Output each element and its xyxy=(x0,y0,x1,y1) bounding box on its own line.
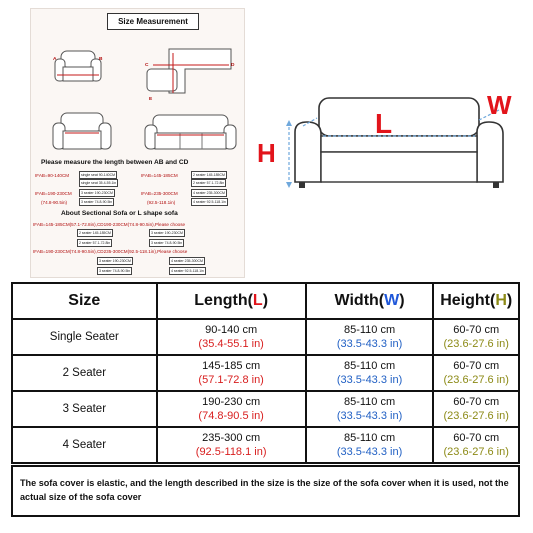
row-length: 190-230 cm (74.8-90.5 in) xyxy=(157,391,306,427)
armchair-icon xyxy=(53,47,103,87)
sectional-1-text: IFAB=145-185CM(57.1-72.8in),CD190-230CM(74.8-90.5in),Please choose xyxy=(33,222,186,227)
sectional-1-box-4: 3 seater 74.8-90.5in xyxy=(151,241,183,245)
size-table xyxy=(11,282,520,464)
measure-instruction: Please measure the length between AB and CD xyxy=(41,159,189,166)
row-width: 85-110 cm (33.5-43.3 in) xyxy=(306,391,434,427)
row-4-sub: (92.5-118.1in) xyxy=(147,200,176,205)
table-row xyxy=(12,355,519,391)
row-name: 3 Seater xyxy=(12,391,157,427)
header-size: Size xyxy=(12,283,157,319)
sectional-2-box-3: 3 seater 74.8-90.5in xyxy=(99,269,131,273)
sectional-title: About Sectional Sofa or L shape sofa xyxy=(61,210,178,217)
sectional-2-text: IFAB=190-230CM(74.8-90.5in),CD235-300CM(92.5-118.1in),Please choose xyxy=(33,249,188,254)
row-2-box-in: 2 seater 57.1-72.8in xyxy=(193,181,225,185)
row-1-label: IFAB=90-140CM xyxy=(35,173,70,178)
three-seat-sofa-icon xyxy=(143,111,238,155)
row-name: 4 Seater xyxy=(12,427,157,463)
row-1-box-cm: single seat 90-140CM xyxy=(81,173,116,177)
row-height: 60-70 cm (23.6-27.6 in) xyxy=(433,355,519,391)
sectional-2-box-1: 3 seater 190-230CM xyxy=(99,259,131,263)
row-width: 85-110 cm (33.5-43.3 in) xyxy=(306,427,434,463)
height-letter: H xyxy=(257,138,276,168)
header-width: Width(W) xyxy=(306,283,434,319)
guide-title: Size Measurement xyxy=(107,13,199,30)
row-4-box-in: 4 seater 92.5-118.1in xyxy=(193,200,226,204)
row-height: 60-70 cm (23.6-27.6 in) xyxy=(433,391,519,427)
header-length: Length(L) xyxy=(157,283,306,319)
table-header-row xyxy=(12,283,519,319)
row-name: 2 Seater xyxy=(12,355,157,391)
row-length: 145-185 cm (57.1-72.8 in) xyxy=(157,355,306,391)
row-1-box-in: single seat 35.4-55.1in xyxy=(81,181,117,185)
table-row xyxy=(12,391,519,427)
length-letter: L xyxy=(375,108,393,139)
table-row xyxy=(12,319,519,355)
row-4-box-cm: 4 seater 235-300CM xyxy=(193,191,225,195)
armchair-front-icon xyxy=(51,109,113,155)
point-b-label: B xyxy=(99,57,103,62)
table-row xyxy=(12,427,519,463)
row-height: 60-70 cm (23.6-27.6 in) xyxy=(433,319,519,355)
point-e-label: E xyxy=(149,97,153,102)
row-name: Single Seater xyxy=(12,319,157,355)
sofa-dimension-diagram xyxy=(255,70,533,220)
l-shape-sofa-icon xyxy=(143,45,233,97)
sectional-1-box-1: 2 seater 145-185CM xyxy=(79,231,111,235)
row-length: 90-140 cm (35.4-55.1 in) xyxy=(157,319,306,355)
row-3-label: IFAB=190-230CM xyxy=(35,191,72,196)
sectional-1-box-2: 3 seater 190-230CM xyxy=(151,231,183,235)
sectional-1-box-3: 2 seater 57.1-72.8in xyxy=(79,241,111,245)
sectional-2-box-2: 4 seater 235-300CM xyxy=(171,259,203,263)
row-length: 235-300 cm (92.5-118.1 in) xyxy=(157,427,306,463)
size-measurement-guide xyxy=(30,8,245,278)
row-4-label: IFAB=235-300CM xyxy=(141,191,178,196)
row-2-box-cm: 2 seater 145-185CM xyxy=(193,173,225,177)
row-3-sub: (74.8-90.5in) xyxy=(41,200,68,205)
elastic-cover-note: The sofa cover is elastic, and the length described in the size is the size of the sofa cover when it is used, not the actual size of the sofa cover xyxy=(11,465,520,517)
row-3-box-in: 3 seater 74.8-90.5in xyxy=(81,200,113,204)
row-3-box-cm: 3 seater 190-230CM xyxy=(81,191,113,195)
row-2-label: IFAB=145-185CM xyxy=(141,173,178,178)
point-d-label: D xyxy=(231,63,235,68)
header-height: Height(H) xyxy=(433,283,519,319)
sectional-2-box-4: 4 seater 92.5-118.1in xyxy=(171,269,204,273)
row-height: 60-70 cm (23.6-27.6 in) xyxy=(433,427,519,463)
point-a-label: A xyxy=(53,57,57,62)
row-width: 85-110 cm (33.5-43.3 in) xyxy=(306,355,434,391)
point-c-label: C xyxy=(145,63,149,68)
row-width: 85-110 cm (33.5-43.3 in) xyxy=(306,319,434,355)
width-letter: W xyxy=(487,90,512,120)
